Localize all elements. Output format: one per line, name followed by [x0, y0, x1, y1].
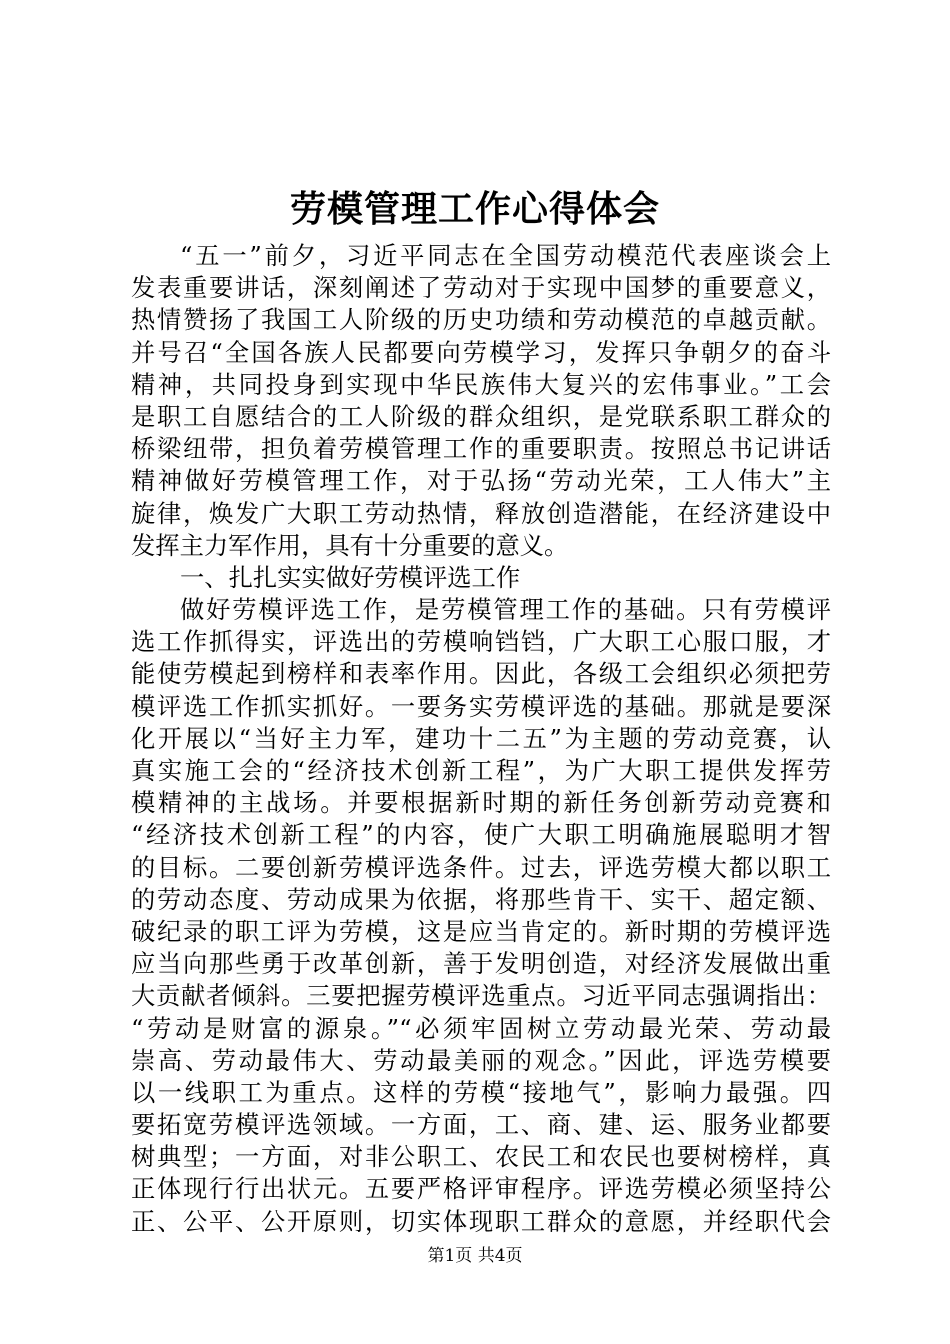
paragraph-line: “五一”前夕，习近平同志在全国劳动模范代表座谈会上: [180, 241, 831, 270]
paragraph-line: 大贡献者倾斜。三要把握劳模评选重点。习近平同志强调指出：: [131, 981, 831, 1011]
paragraph-line: 热情赞扬了我国工人阶级的历史功绩和劳动模范的卓越贡献。: [131, 305, 831, 335]
document-title: 劳模管理工作心得体会: [289, 188, 660, 230]
paragraph-line: “劳动是财富的源泉。”“必须牢固树立劳动最光荣、劳动最: [131, 1013, 831, 1043]
paragraph-line: “经济技术创新工程”的内容，使广大职工明确施展聪明才智: [131, 820, 831, 850]
document-body: [131, 240, 831, 1238]
paragraph-line: 做好劳模评选工作，是劳模管理工作的基础。只有劳模评: [180, 595, 831, 625]
paragraph-line: 并号召“全国各族人民都要向劳模学习，发挥只争朝夕的奋斗: [131, 337, 831, 367]
paragraph-line: 模评选工作抓实抓好。一要务实劳模评选的基础。那就是要深: [131, 691, 831, 721]
paragraph-line: 能使劳模起到榜样和表率作用。因此，各级工会组织必须把劳: [131, 659, 831, 689]
paragraph-line: 旋律，焕发广大职工劳动热情，释放创造潜能，在经济建设中: [131, 498, 831, 528]
paragraph-line: 正体现行行出状元。五要严格评审程序。评选劳模必须坚持公: [131, 1174, 831, 1204]
paragraph-line: 模精神的主战场。并要根据新时期的新任务创新劳动竞赛和: [131, 788, 831, 818]
paragraph-line: 要拓宽劳模评选领域。一方面，工、商、建、运、服务业都要: [131, 1110, 831, 1140]
page-footer: 第1页 共4页: [427, 1246, 523, 1266]
paragraph-line: 破纪录的职工评为劳模，这是应当肯定的。新时期的劳模评选: [131, 916, 831, 946]
paragraph-line: 崇高、劳动最伟大、劳动最美丽的观念。”因此，评选劳模要: [131, 1045, 831, 1075]
paragraph-line: 正、公平、公开原则，切实体现职工群众的意愿，并经职代会: [131, 1206, 831, 1236]
paragraph-line: 树典型；一方面，对非公职工、农民工和农民也要树榜样，真: [131, 1142, 831, 1172]
paragraph-line: 发表重要讲话，深刻阐述了劳动对于实现中国梦的重要意义，: [131, 273, 831, 303]
paragraph-line: 以一线职工为重点。这样的劳模“接地气”，影响力最强。四: [131, 1077, 831, 1107]
paragraph-line: 发挥主力军作用，具有十分重要的意义。: [131, 530, 569, 560]
paragraph-line: 选工作抓得实，评选出的劳模响铛铛，广大职工心服口服，才: [131, 627, 831, 657]
paragraph-line: 精神做好劳模管理工作，对于弘扬“劳动光荣，工人伟大”主: [131, 466, 831, 496]
paragraph-line: 精神，共同投身到实现中华民族伟大复兴的宏伟事业。”工会: [131, 369, 831, 399]
paragraph-line: 是职工自愿结合的工人阶级的群众组织，是党联系职工群众的: [131, 401, 831, 431]
paragraph-line: 化开展以“当好主力军，建功十二五”为主题的劳动竞赛，认: [131, 723, 831, 753]
paragraph-line: 真实施工会的“经济技术创新工程”，为广大职工提供发挥劳: [131, 756, 831, 785]
paragraph-line: 的劳动态度、劳动成果为依据，将那些肯干、实干、超定额、: [131, 884, 831, 914]
paragraph-line: 应当向那些勇于改革创新，善于发明创造，对经济发展做出重: [131, 949, 831, 979]
paragraph-line: 桥梁纽带，担负着劳模管理工作的重要职责。按照总书记讲话: [131, 434, 831, 464]
paragraph-line: 的目标。二要创新劳模评选条件。过去，评选劳模大都以职工: [131, 852, 831, 882]
section-heading: 一、扎扎实实做好劳模评选工作: [180, 562, 521, 592]
